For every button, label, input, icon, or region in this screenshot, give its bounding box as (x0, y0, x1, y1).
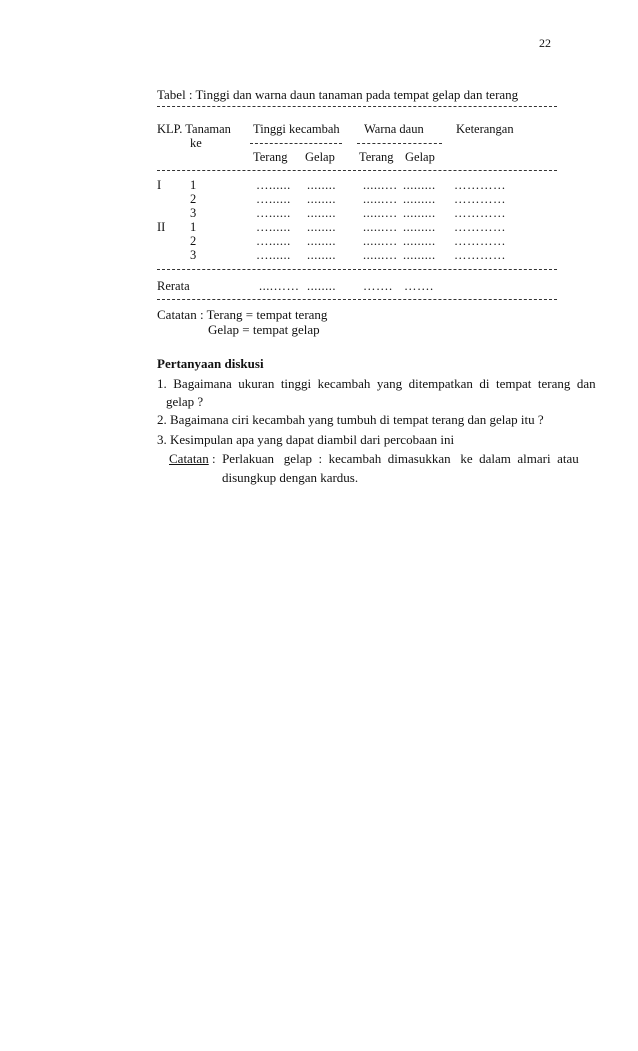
note-text: : Perlakuan gelap : kecambah dimasukkan ke dalam almari atau (208, 451, 579, 466)
diskusi-heading: Pertanyaan diskusi (157, 356, 264, 371)
cell-terang-warna: ......… (363, 178, 398, 192)
cell-gelap-warna: ......... (403, 220, 436, 234)
table-bottom-rule (157, 299, 557, 300)
page-number: 22 (539, 36, 551, 50)
header-terang-warna: Terang (359, 150, 394, 164)
note-label: Catatan (169, 451, 209, 466)
cell-klp: I (157, 178, 162, 192)
table-body-rule (157, 269, 557, 270)
cell-gelap-tinggi: ........ (307, 234, 336, 248)
cell-terang-tinggi: …...... (256, 234, 291, 248)
cell-ke: 2 (190, 234, 197, 248)
rerata-label: Rerata (157, 279, 190, 293)
cell-terang-warna: ......… (363, 206, 398, 220)
cell-keterangan: ………… (454, 206, 506, 220)
catatan-line-1: Catatan : Terang = tempat terang (157, 307, 328, 322)
table-header-rule (157, 170, 557, 171)
question-1-line-1: 1. Bagaimana ukuran tinggi kecambah yang ditempatkan di tempat terang dan (157, 376, 596, 391)
cell-ke: 3 (190, 248, 197, 262)
note-line-2: disungkup dengan kardus. (222, 470, 359, 485)
catatan-line-2: Gelap = tempat gelap (208, 322, 320, 337)
cell-terang-tinggi: …...... (256, 178, 291, 192)
cell-ke: 1 (190, 220, 197, 234)
header-gelap-tinggi: Gelap (305, 150, 335, 164)
cell-gelap-warna: ......... (403, 234, 436, 248)
cell-ke: 2 (190, 192, 197, 206)
question-2: 2. Bagaimana ciri kecambah yang tumbuh di tempat terang dan gelap itu ? (157, 412, 544, 427)
header-keterangan: Keterangan (456, 122, 514, 136)
cell-klp: II (157, 220, 166, 234)
rerata-gelap-tinggi: ........ (307, 279, 336, 293)
cell-terang-warna: ......… (363, 248, 398, 262)
question-3: 3. Kesimpulan apa yang dapat diambil dari percobaan ini (157, 432, 455, 447)
cell-gelap-warna: ......... (403, 192, 436, 206)
cell-keterangan: ………… (454, 192, 506, 206)
cell-keterangan: ………… (454, 220, 506, 234)
cell-ke: 3 (190, 206, 197, 220)
cell-ke: 1 (190, 178, 197, 192)
rerata-gelap-warna: ……. (404, 279, 434, 293)
cell-gelap-tinggi: ........ (307, 248, 336, 262)
note-line-1 (169, 451, 579, 467)
cell-keterangan: ………… (454, 248, 506, 262)
header-terang-tinggi: Terang (253, 150, 288, 164)
cell-keterangan: ………… (454, 178, 506, 192)
tinggi-subheader-rule (250, 143, 342, 144)
cell-gelap-warna: ......... (403, 178, 436, 192)
rerata-terang-tinggi: ....…… (259, 279, 300, 293)
cell-gelap-warna: ......... (403, 206, 436, 220)
header-tinggi-kecambah: Tinggi kecambah (253, 122, 340, 136)
cell-gelap-warna: ......... (403, 248, 436, 262)
cell-terang-warna: ......… (363, 234, 398, 248)
cell-gelap-tinggi: ........ (307, 192, 336, 206)
table-caption: Tabel : Tinggi dan warna daun tanaman pada tempat gelap dan terang (157, 87, 519, 102)
header-ke: ke (190, 136, 202, 150)
question-1-line-2: gelap ? (166, 394, 204, 409)
cell-keterangan: ………… (454, 234, 506, 248)
header-gelap-warna: Gelap (405, 150, 435, 164)
cell-terang-warna: ......… (363, 192, 398, 206)
cell-terang-tinggi: …...... (256, 220, 291, 234)
cell-gelap-tinggi: ........ (307, 178, 336, 192)
header-klp-tanaman: KLP. Tanaman (157, 122, 231, 136)
table-top-rule (157, 106, 557, 107)
warna-subheader-rule (357, 143, 442, 144)
cell-terang-tinggi: …...... (256, 206, 291, 220)
cell-gelap-tinggi: ........ (307, 206, 336, 220)
cell-terang-warna: ......… (363, 220, 398, 234)
header-warna-daun: Warna daun (364, 122, 424, 136)
cell-terang-tinggi: …...... (256, 192, 291, 206)
rerata-terang-warna: ……. (363, 279, 393, 293)
cell-terang-tinggi: …...... (256, 248, 291, 262)
cell-gelap-tinggi: ........ (307, 220, 336, 234)
